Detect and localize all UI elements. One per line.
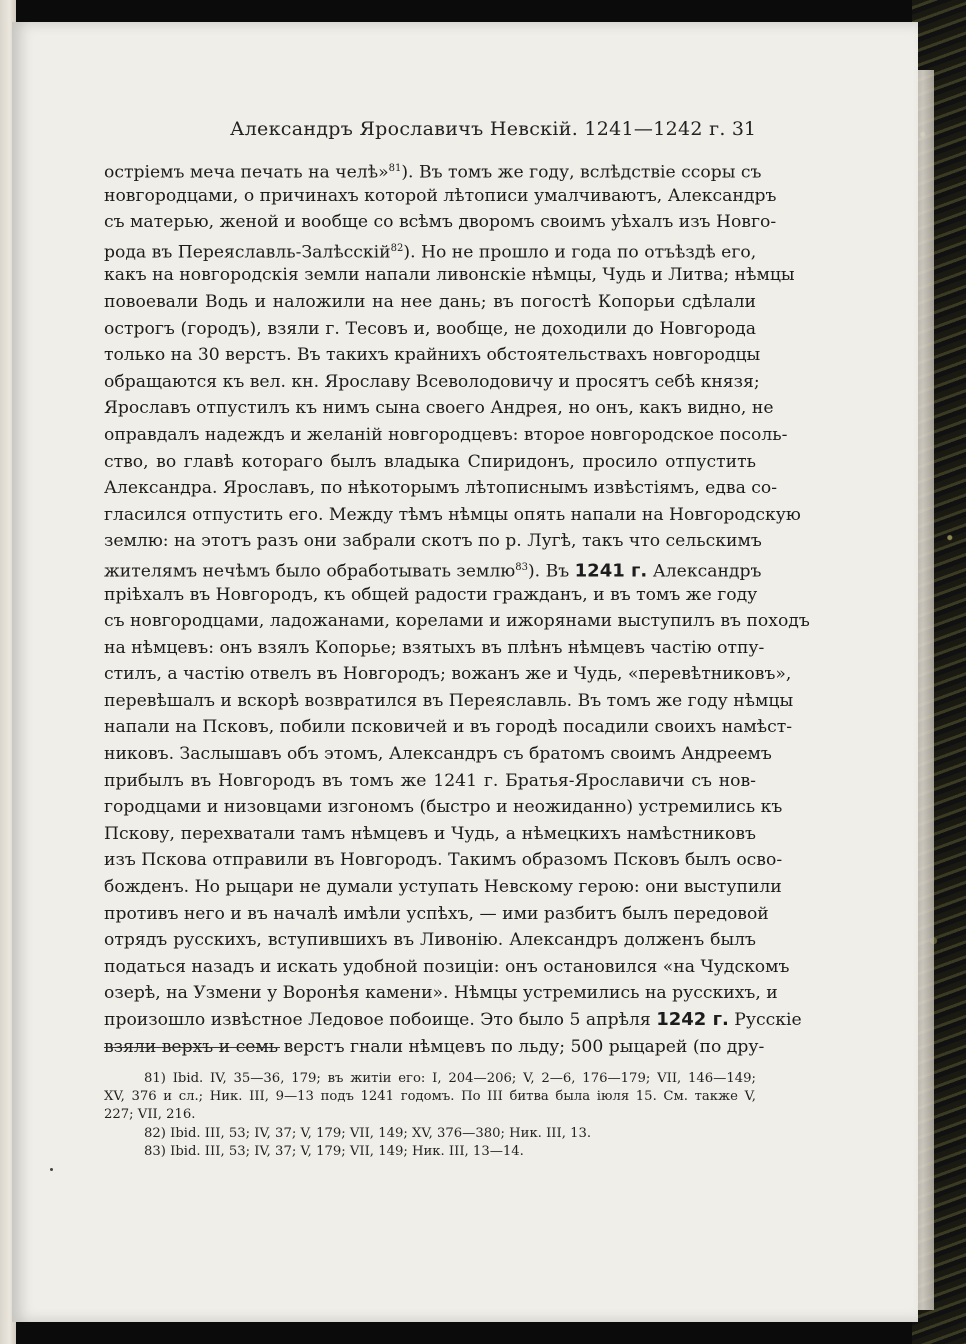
text-line: изъ Пскова отправили въ Новгородъ. Такимъ образомъ Псковъ былъ освo-: [104, 850, 783, 871]
text-line: на нѣмцевъ: онъ взялъ Копорье; взятыхъ въ плѣнъ нѣмцевъ частію отпу-: [104, 637, 765, 658]
footnote-83: 83) Ibid. III, 53; IV, 37; V, 179; VII, 149; Ник. III, 13—14.: [144, 1143, 524, 1159]
text-span: рода въ Переяславль-Залѣсскій: [104, 242, 391, 263]
footnote-ref: 82: [390, 242, 404, 254]
year-1241: 1241 г.: [574, 560, 648, 582]
text-line: повоевали Водь и наложили на нее дань; въ погостѣ Копорьи сдѣлали: [104, 291, 756, 312]
text-line: ство, во главѣ котораго былъ владыка Спиридонъ, просило отпустить: [104, 451, 756, 472]
text-line: перевѣшалъ и вскорѣ возвратился въ Переяславль. Въ томъ же году нѣмцы: [104, 690, 794, 711]
text-line: только на 30 верстъ. Въ такихъ крайнихъ обстоятельствахъ новгородцы: [104, 345, 761, 366]
footnote-ref: 81: [388, 163, 402, 174]
text-line: обращаются къ вел. кн. Ярославу Всеволодовичу и просятъ себѣ князя;: [104, 371, 760, 392]
text-span: Русскіе: [734, 1010, 802, 1030]
text-span: ). Въ: [527, 561, 570, 582]
year-1242: 1242 г.: [656, 1009, 729, 1030]
running-title: Александръ Ярославичъ Невскій. 1241—1242 г.: [230, 118, 726, 140]
footnote-81-cont: 227; VII, 216.: [104, 1107, 196, 1123]
text-line: городцами и низовцами изгономъ (быстро и неожиданно) устремились къ: [104, 797, 783, 818]
text-line: [104, 1007, 802, 1034]
text-line: божденъ. Но рыцари не думали уступать Невскому герою: они выступили: [104, 877, 782, 898]
footnotes: [104, 1070, 756, 1161]
text-line: новгородцами, о причинахъ которой лѣтописи умалчиваютъ, Александръ: [104, 185, 777, 206]
text-line: напали на Псковъ, побили псковичей и въ городѣ посадили своихъ намѣст-: [104, 717, 793, 738]
text-line: [104, 236, 756, 263]
text-line: гласился отпустить его. Между тѣмъ нѣмцы опять напали на Новгородскую: [104, 504, 801, 525]
text-span: ). Въ томъ же году, вслѣдствіе ссоры съ: [401, 162, 762, 183]
page-header: [104, 118, 756, 146]
paper-speck: [50, 1168, 53, 1171]
text-line: какъ на новгородскія земли напали ливонскіе нѣмцы, Чудь и Литва; нѣмцы: [104, 265, 795, 286]
text-span: Александръ: [652, 561, 762, 582]
text-line: стилъ, а частію отвелъ въ Новгородъ; вожанъ же и Чудь, «перевѣтниковъ»,: [104, 664, 792, 685]
text-span: произошло извѣстное Ледовое побоище. Это было 5 апрѣля: [104, 1010, 651, 1030]
text-line: [104, 555, 762, 582]
text-line: острогъ (городъ), взяли г. Тесовъ и, вообще, не доходили до Новгорода: [104, 318, 756, 339]
text-line: съ новгородцами, ладожанами, корелами и ижорянами выступилъ въ походъ: [104, 611, 810, 632]
footnote-divider: [104, 1047, 280, 1048]
text-line: Александра. Ярославъ, по нѣкоторымъ лѣтописнымъ извѣстіямъ, едва со-: [104, 478, 778, 499]
text-line: прибылъ въ Новгородъ въ томъ же 1241 г. Братья-Ярославичи съ нов-: [104, 770, 756, 791]
text-line: [104, 156, 762, 183]
footnote-82: 82) Ibid. III, 53; IV, 37; V, 179; VII, 149; XV, 376—380; Ник. III, 13.: [144, 1125, 592, 1141]
text-span: ). Но не прошло и года по отъѣздѣ его,: [403, 242, 757, 263]
text-line: податься назадъ и искать удобной позиціи: онъ остановился «на Чудскомъ: [104, 956, 790, 977]
text-line: противъ него и въ началѣ имѣли успѣхъ, — ими разбитъ былъ передовой: [104, 903, 769, 924]
footnote-81-cont: XV, 376 и сл.; Ник. III, 9—13 подъ 1241 годомъ. По III битва была іюля 15. См. также V,: [104, 1089, 756, 1105]
text-line: никовъ. Заслышавъ объ этомъ, Александръ съ братомъ своимъ Андреемъ: [104, 744, 772, 765]
text-line: отрядъ русскихъ, вступившихъ въ Ливонію. Александръ долженъ былъ: [104, 930, 756, 951]
text-line: оправдалъ надеждъ и желаній новгородцевъ: второе новгородское посоль-: [104, 424, 788, 445]
text-line: озерѣ, на Узмени у Воронѣя камени». Нѣмцы устремились на русскихъ, и: [104, 983, 778, 1004]
text-line: съ матерью, женой и вообще со всѣмъ дворомъ своимъ уѣхалъ изъ Новго-: [104, 212, 777, 233]
text-line: взяли верхъ и семь верстъ гнали нѣмцевъ по льду; 500 рыцарей (по дру-: [104, 1036, 765, 1057]
text-line: пріѣхалъ въ Новгородъ, къ общей радости гражданъ, и въ томъ же году: [104, 584, 758, 605]
footnote-ref: 83: [515, 561, 528, 573]
page-number: 31: [731, 118, 756, 140]
text-line: Ярославъ отпустилъ къ нимъ сына своего Андрея, но онъ, какъ видно, не: [104, 398, 774, 419]
text-span: жителямъ нечѣмъ было обработывать землю: [104, 561, 516, 582]
footnote-81: 81) Ibid. IV, 35—36, 179; въ житіи его: I, 204—206; V, 2—6, 176—179; VII, 146—149;: [144, 1071, 756, 1086]
text-line: Пскову, перехватали тамъ нѣмцевъ и Чудь, а нѣмецкихъ намѣстниковъ: [104, 823, 756, 844]
text-span: остріемъ меча печать на челѣ»: [104, 162, 389, 183]
main-text: [104, 156, 810, 1060]
text-line: землю: на этотъ разъ они забрали скотъ по р. Лугѣ, такъ что сельскимъ: [104, 531, 762, 552]
